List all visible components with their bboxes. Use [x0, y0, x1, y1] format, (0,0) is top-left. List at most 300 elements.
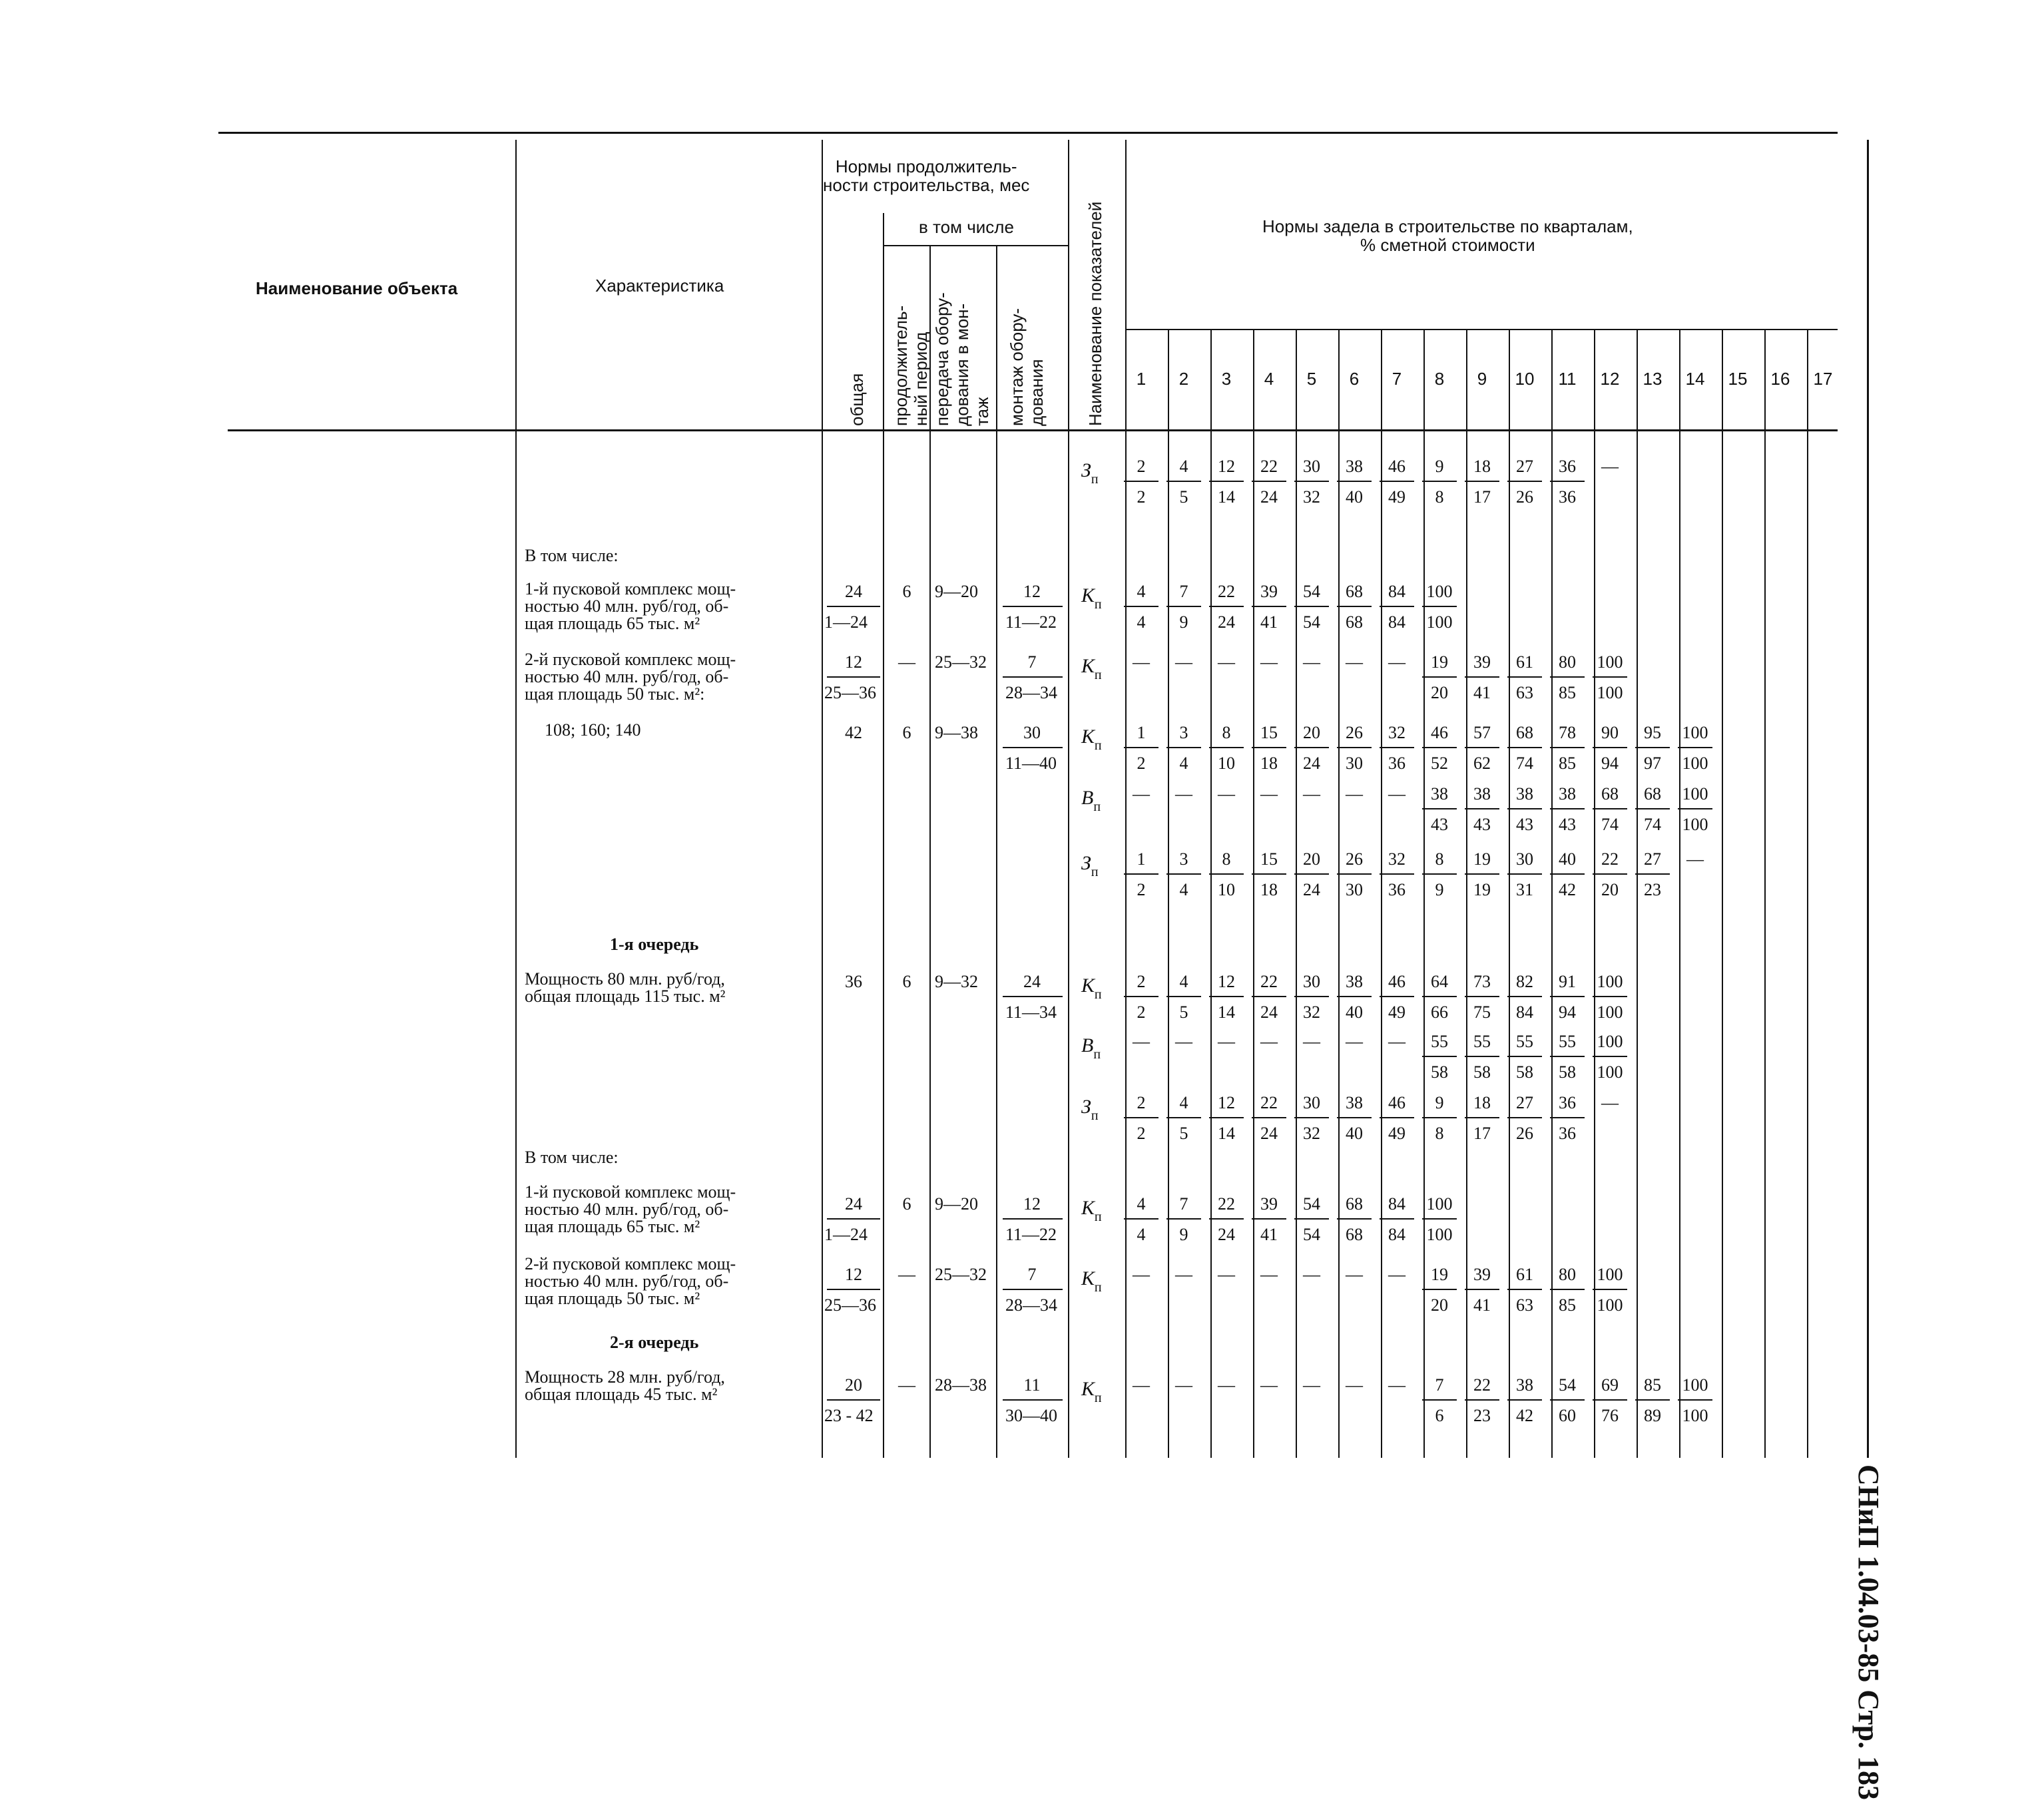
- duration-total: 12: [845, 1265, 862, 1284]
- fraction-line: [1465, 1056, 1499, 1057]
- quarter-value-top: —: [1388, 1375, 1405, 1395]
- incl-header: в том числе: [919, 217, 1014, 237]
- fraction-line: [1124, 873, 1158, 875]
- quarter-value-top: 69: [1601, 1375, 1619, 1395]
- duration-total-sub: 1—24: [824, 612, 868, 632]
- duration-prep: 6: [902, 723, 911, 742]
- fraction-line: [1422, 1117, 1457, 1118]
- quarter-value-top: 4: [1137, 582, 1146, 601]
- complex-4-line-2: ностью 40 млн. руб/год, об-: [525, 1200, 729, 1219]
- quarter-value-bottom: 66: [1431, 1003, 1448, 1022]
- quarter-value-bottom: 58: [1431, 1062, 1448, 1082]
- indicator-subscript: п: [1094, 987, 1102, 1002]
- quarter-value-top: 3: [1179, 849, 1188, 869]
- queue-2-line-2: общая площадь 45 тыс. м²: [525, 1385, 718, 1404]
- fraction-line: [1422, 606, 1457, 607]
- quarter-value-top: 12: [1218, 972, 1235, 991]
- duration-total: 24: [845, 582, 862, 601]
- duration-install-fraction: [1003, 1218, 1063, 1220]
- fraction-line: [1507, 873, 1542, 875]
- quarter-value-top: 68: [1346, 582, 1363, 601]
- indicator-symbol: $К_п$: [1081, 1267, 1102, 1295]
- duration-install-fraction: [1003, 1289, 1063, 1290]
- quarter-value-bottom: 14: [1218, 1003, 1235, 1022]
- quarter-value-top: 9: [1435, 457, 1444, 476]
- duration-sub-rule: [883, 245, 1068, 246]
- quarter-value-bottom: 43: [1559, 815, 1576, 834]
- fraction-line: [1550, 808, 1585, 809]
- quarter-value-bottom: 58: [1559, 1062, 1576, 1082]
- quarter-value-top: 7: [1179, 582, 1188, 601]
- quarter-value-bottom: 32: [1303, 1124, 1320, 1143]
- fraction-line: [1337, 606, 1372, 607]
- complex-4-line-3: щая площадь 65 тыс. м²: [525, 1217, 700, 1236]
- complex-2-line-3: щая площадь 50 тыс. м²:: [525, 684, 705, 704]
- quarter-value-top: 26: [1346, 849, 1363, 869]
- fraction-line: [1337, 1218, 1372, 1220]
- fraction-line: [1593, 747, 1627, 748]
- indicator-subscript: п: [1094, 1280, 1102, 1295]
- quarter-number: 4: [1264, 369, 1274, 389]
- quarter-value-bottom: 63: [1516, 1295, 1533, 1315]
- quarter-value-bottom: 74: [1644, 815, 1661, 834]
- fraction-line: [1380, 996, 1414, 997]
- quarter-value-top: 39: [1260, 582, 1278, 601]
- duration-install-sub: 28—34: [1005, 1295, 1057, 1315]
- fraction-line: [1550, 1117, 1585, 1118]
- fraction-line: [1550, 996, 1585, 997]
- quarter-value-top: 46: [1431, 723, 1448, 742]
- fraction-line: [1252, 873, 1286, 875]
- quarter-value-bottom: 60: [1559, 1406, 1576, 1425]
- indicator-subscript: п: [1091, 865, 1099, 879]
- quarter-value-top: 30: [1516, 849, 1533, 869]
- quarter-value-top: 100: [1597, 652, 1623, 672]
- quarter-value-top: 80: [1559, 1265, 1576, 1284]
- duration-prep: —: [898, 652, 915, 672]
- dur-total-header: общая: [847, 373, 867, 426]
- quarter-value-top: —: [1303, 1265, 1320, 1284]
- quarter-value-top: 18: [1473, 457, 1491, 476]
- quarter-value-bottom: 9: [1435, 880, 1444, 899]
- quarter-value-bottom: 58: [1473, 1062, 1491, 1082]
- quarter-value-bottom: 10: [1218, 754, 1235, 773]
- quarter-number: 5: [1306, 369, 1317, 389]
- quarter-value-bottom: 58: [1516, 1062, 1533, 1082]
- fraction-line: [1337, 1117, 1372, 1118]
- fraction-line: [1294, 606, 1329, 607]
- duration-prep: 6: [902, 1194, 911, 1214]
- duration-install: 12: [1023, 582, 1041, 601]
- quarter-value-top: —: [1175, 1032, 1192, 1051]
- fraction-line: [1124, 1117, 1158, 1118]
- quarter-value-top: 22: [1260, 972, 1278, 991]
- complex-1-line-2: ностью 40 млн. руб/год, об-: [525, 596, 729, 616]
- indicator-symbol: $З_п$: [1081, 1096, 1099, 1123]
- fraction-line: [1422, 996, 1457, 997]
- fraction-line: [1593, 1399, 1627, 1401]
- quarter-value-top: 19: [1431, 1265, 1448, 1284]
- quarter-value-bottom: 24: [1218, 612, 1235, 632]
- quarters-rule: [1127, 329, 1838, 330]
- indicator-header: Наименование показателей: [1085, 201, 1105, 426]
- quarter-value-top: 100: [1682, 1375, 1708, 1395]
- complex-1-line-1: 1-й пусковой комплекс мощ-: [525, 579, 736, 598]
- quarter-value-bottom: 54: [1303, 612, 1320, 632]
- quarter-value-bottom: 24: [1303, 754, 1320, 773]
- fraction-line: [1380, 481, 1414, 482]
- quarter-value-bottom: 43: [1473, 815, 1491, 834]
- fraction-line: [1294, 747, 1329, 748]
- indicator-symbol: $К_п$: [1081, 1378, 1102, 1405]
- quarter-value-top: 100: [1597, 972, 1623, 991]
- fraction-line: [1166, 1218, 1201, 1220]
- dur-transfer-header: передача обору- дования в мон- таж: [932, 292, 992, 426]
- quarter-value-top: 38: [1516, 784, 1533, 803]
- quarter-value-top: 100: [1682, 723, 1708, 742]
- fraction-line: [1422, 1218, 1457, 1220]
- fraction-line: [1166, 873, 1201, 875]
- quarter-value-bottom: 40: [1346, 487, 1363, 507]
- fraction-line: [1507, 676, 1542, 678]
- quarter-value-top: 20: [1303, 849, 1320, 869]
- quarter-value-top: 54: [1559, 1375, 1576, 1395]
- quarter-value-top: 55: [1431, 1032, 1448, 1051]
- fraction-line: [1465, 1289, 1499, 1290]
- fraction-line: [1337, 747, 1372, 748]
- fraction-line: [1593, 676, 1627, 678]
- quarter-value-top: 80: [1559, 652, 1576, 672]
- quarter-value-top: 2: [1137, 1093, 1146, 1112]
- fraction-line: [1550, 1399, 1585, 1401]
- quarter-value-bottom: 26: [1516, 487, 1533, 507]
- indicator-symbol: $К_п$: [1081, 655, 1102, 682]
- quarter-value-top: —: [1686, 849, 1704, 869]
- quarter-value-bottom: 76: [1601, 1406, 1619, 1425]
- quarter-value-bottom: 41: [1260, 1225, 1278, 1244]
- fraction-line: [1550, 747, 1585, 748]
- fraction-line: [1252, 747, 1286, 748]
- quarter-value-top: —: [1260, 652, 1278, 672]
- fraction-line: [1465, 747, 1499, 748]
- fraction-line: [1507, 996, 1542, 997]
- quarter-value-bottom: 63: [1516, 683, 1533, 702]
- quarter-value-top: 100: [1426, 582, 1453, 601]
- quarter-value-top: —: [1346, 652, 1363, 672]
- quarter-value-top: 91: [1559, 972, 1576, 991]
- quarter-value-bottom: 36: [1388, 754, 1405, 773]
- column-rule: [929, 245, 931, 1458]
- quarter-value-top: 54: [1303, 1194, 1320, 1214]
- quarter-value-bottom: 41: [1473, 1295, 1491, 1315]
- quarter-value-top: —: [1260, 1265, 1278, 1284]
- duration-install-sub: 30—40: [1005, 1406, 1057, 1425]
- duration-total-fraction: [827, 606, 880, 607]
- quarter-value-bottom: 42: [1559, 880, 1576, 899]
- quarter-value-top: 1: [1137, 849, 1146, 869]
- fraction-line: [1124, 1218, 1158, 1220]
- quarter-value-top: 2: [1137, 972, 1146, 991]
- indicator-subscript: п: [1094, 597, 1102, 612]
- duration-transfer: 9—20: [935, 582, 978, 601]
- indicator-subscript: п: [1093, 799, 1101, 814]
- fraction-line: [1422, 873, 1457, 875]
- quarter-value-top: —: [1218, 652, 1235, 672]
- quarter-value-top: 7: [1435, 1375, 1444, 1395]
- quarter-value-bottom: 5: [1179, 1124, 1188, 1143]
- quarter-number: 8: [1434, 369, 1445, 389]
- quarter-value-bottom: 2: [1137, 880, 1146, 899]
- duration-total: 24: [845, 1194, 862, 1214]
- duration-total: 42: [845, 723, 862, 742]
- quarter-value-bottom: 30: [1346, 754, 1363, 773]
- duration-install-fraction: [1003, 1399, 1063, 1401]
- duration-transfer: 9—32: [935, 972, 978, 991]
- fraction-line: [1507, 1399, 1542, 1401]
- fraction-line: [1380, 606, 1414, 607]
- quarter-value-top: 64: [1431, 972, 1448, 991]
- quarter-value-top: 38: [1346, 1093, 1363, 1112]
- quarter-value-top: 38: [1346, 457, 1363, 476]
- fraction-line: [1465, 873, 1499, 875]
- fraction-line: [1166, 606, 1201, 607]
- quarter-value-top: —: [1133, 1265, 1150, 1284]
- quarter-value-top: —: [1218, 1375, 1235, 1395]
- quarter-value-bottom: 36: [1388, 880, 1405, 899]
- fraction-line: [1593, 1289, 1627, 1290]
- quarter-value-top: 2: [1137, 457, 1146, 476]
- fraction-line: [1550, 1056, 1585, 1057]
- top-rule: [218, 132, 1838, 134]
- quarter-value-top: 1: [1137, 723, 1146, 742]
- header-bottom-rule: [228, 429, 1838, 431]
- quarter-value-bottom: 14: [1218, 487, 1235, 507]
- fraction-line: [1550, 873, 1585, 875]
- complex-3-values: 108; 160; 140: [545, 720, 641, 740]
- quarter-column-rule: [1679, 329, 1680, 1458]
- duration-prep: —: [898, 1375, 915, 1395]
- quarter-value-bottom: 23: [1644, 880, 1661, 899]
- quarter-value-top: 73: [1473, 972, 1491, 991]
- quarter-value-top: —: [1601, 1093, 1619, 1112]
- quarter-value-bottom: 19: [1473, 880, 1491, 899]
- quarter-value-bottom: 5: [1179, 1003, 1188, 1022]
- fraction-line: [1422, 808, 1457, 809]
- fraction-line: [1166, 481, 1201, 482]
- quarter-value-bottom: 74: [1601, 815, 1619, 834]
- quarter-number: 3: [1221, 369, 1232, 389]
- quarter-value-top: —: [1388, 652, 1405, 672]
- queue-1-title: 1-я очередь: [610, 935, 699, 954]
- fraction-line: [1294, 996, 1329, 997]
- column-rule: [1068, 140, 1069, 1458]
- fraction-line: [1593, 808, 1627, 809]
- quarter-value-bottom: 36: [1559, 1124, 1576, 1143]
- fraction-line: [1465, 996, 1499, 997]
- quarter-value-bottom: 100: [1597, 1295, 1623, 1315]
- fraction-line: [1635, 1399, 1670, 1401]
- quarter-value-top: 84: [1388, 582, 1405, 601]
- quarter-value-top: —: [1260, 1032, 1278, 1051]
- quarter-value-top: 27: [1516, 457, 1533, 476]
- fraction-line: [1124, 481, 1158, 482]
- fraction-line: [1294, 873, 1329, 875]
- fraction-line: [1124, 996, 1158, 997]
- quarter-value-top: 30: [1303, 1093, 1320, 1112]
- fraction-line: [1380, 1117, 1414, 1118]
- quarter-value-bottom: 52: [1431, 754, 1448, 773]
- duration-transfer: 25—32: [935, 652, 987, 672]
- dur-install-header: монтаж обору- дования: [1007, 308, 1047, 426]
- quarter-value-bottom: 4: [1179, 754, 1188, 773]
- quarter-value-bottom: 40: [1346, 1124, 1363, 1143]
- quarter-value-bottom: 5: [1179, 487, 1188, 507]
- quarter-number: 2: [1178, 369, 1189, 389]
- quarter-value-top: 38: [1431, 784, 1448, 803]
- quarter-value-top: 18: [1473, 1093, 1491, 1112]
- complex-5-line-2: ностью 40 млн. руб/год, об-: [525, 1271, 729, 1291]
- quarter-value-top: 22: [1473, 1375, 1491, 1395]
- fraction-line: [1507, 747, 1542, 748]
- duration-install-fraction: [1003, 747, 1063, 748]
- fraction-line: [1593, 1056, 1627, 1057]
- quarter-value-bottom: 89: [1644, 1406, 1661, 1425]
- quarter-value-bottom: 24: [1260, 1124, 1278, 1143]
- indicator-symbol: $В_п$: [1081, 1034, 1101, 1062]
- quarter-value-bottom: 54: [1303, 1225, 1320, 1244]
- quarter-value-top: 19: [1431, 652, 1448, 672]
- quarter-value-top: 57: [1473, 723, 1491, 742]
- quarter-value-top: —: [1346, 1265, 1363, 1284]
- queue-2-title: 2-я очередь: [610, 1333, 699, 1352]
- duration-total-fraction: [827, 676, 880, 678]
- quarter-value-top: 38: [1346, 972, 1363, 991]
- duration-install-sub: 11—34: [1005, 1003, 1057, 1022]
- duration-install: 24: [1023, 972, 1041, 991]
- quarter-number: 13: [1643, 369, 1662, 389]
- quarter-value-bottom: 20: [1431, 1295, 1448, 1315]
- duration-install-sub: 11—40: [1005, 754, 1057, 773]
- quarter-value-top: —: [1303, 652, 1320, 672]
- quarter-value-top: 46: [1388, 1093, 1405, 1112]
- fraction-line: [1465, 676, 1499, 678]
- quarter-value-bottom: 2: [1137, 487, 1146, 507]
- quarter-value-bottom: 6: [1435, 1406, 1444, 1425]
- duration-prep: 6: [902, 972, 911, 991]
- quarter-value-top: 39: [1260, 1194, 1278, 1214]
- incl-label-1: В том числе:: [525, 546, 619, 565]
- quarter-value-top: 27: [1516, 1093, 1533, 1112]
- fraction-line: [1337, 996, 1372, 997]
- fraction-line: [1422, 1399, 1457, 1401]
- duration-install-fraction: [1003, 606, 1063, 607]
- fraction-line: [1337, 481, 1372, 482]
- duration-transfer: 9—38: [935, 723, 978, 742]
- quarter-value-top: 38: [1516, 1375, 1533, 1395]
- quarter-value-top: 38: [1473, 784, 1491, 803]
- fraction-line: [1294, 1117, 1329, 1118]
- duration-total: 36: [845, 972, 862, 991]
- quarter-value-bottom: 32: [1303, 1003, 1320, 1022]
- fraction-line: [1507, 1117, 1542, 1118]
- quarter-value-top: 26: [1346, 723, 1363, 742]
- duration-total-sub: 1—24: [824, 1225, 868, 1244]
- quarter-value-top: 9: [1435, 1093, 1444, 1112]
- indicator-symbol: $К_п$: [1081, 726, 1102, 753]
- duration-transfer: 28—38: [935, 1375, 987, 1395]
- quarter-value-top: 39: [1473, 1265, 1491, 1284]
- column-rule: [883, 213, 884, 1458]
- col-characteristic-header: Характеристика: [595, 276, 724, 296]
- duration-install-fraction: [1003, 676, 1063, 678]
- quarter-column-rule: [1807, 329, 1808, 1458]
- indicator-symbol: $В_п$: [1081, 787, 1101, 814]
- fraction-line: [1635, 808, 1670, 809]
- quarter-value-bottom: 23: [1473, 1406, 1491, 1425]
- quarter-value-top: 3: [1179, 723, 1188, 742]
- fraction-line: [1422, 1056, 1457, 1057]
- fraction-line: [1166, 1117, 1201, 1118]
- quarter-value-bottom: 84: [1388, 1225, 1405, 1244]
- page-code: СНиП 1.04.03-85 Стр. 183: [1852, 1464, 1885, 1800]
- quarter-value-top: 100: [1597, 1265, 1623, 1284]
- quarter-value-top: —: [1133, 1375, 1150, 1395]
- duration-transfer: 9—20: [935, 1194, 978, 1214]
- quarter-value-top: —: [1346, 784, 1363, 803]
- quarter-value-top: 54: [1303, 582, 1320, 601]
- quarter-value-bottom: 43: [1431, 815, 1448, 834]
- quarter-number: 1: [1136, 369, 1147, 389]
- quarter-value-bottom: 18: [1260, 754, 1278, 773]
- quarter-value-bottom: 94: [1559, 1003, 1576, 1022]
- complex-2-line-2: ностью 40 млн. руб/год, об-: [525, 667, 729, 686]
- duration-total-sub: 23 - 42: [824, 1406, 874, 1425]
- duration-prep: 6: [902, 582, 911, 601]
- quarter-value-bottom: 18: [1260, 880, 1278, 899]
- quarter-value-bottom: 100: [1682, 815, 1708, 834]
- quarter-value-bottom: 75: [1473, 1003, 1491, 1022]
- quarter-value-top: —: [1260, 1375, 1278, 1395]
- quarter-value-bottom: 100: [1682, 754, 1708, 773]
- quarter-value-top: —: [1175, 1375, 1192, 1395]
- fraction-line: [1635, 873, 1670, 875]
- quarter-number: 15: [1728, 369, 1748, 389]
- quarter-value-top: 22: [1260, 457, 1278, 476]
- quarter-value-top: 12: [1218, 457, 1235, 476]
- quarter-value-bottom: 42: [1516, 1406, 1533, 1425]
- complex-2-line-1: 2-й пусковой комплекс мощ-: [525, 650, 736, 669]
- fraction-line: [1507, 1289, 1542, 1290]
- duration-install-sub: 28—34: [1005, 683, 1057, 702]
- indicator-subscript: п: [1094, 1391, 1102, 1405]
- fraction-line: [1294, 481, 1329, 482]
- duration-install: 7: [1027, 652, 1037, 672]
- quarter-value-top: 19: [1473, 849, 1491, 869]
- quarter-value-bottom: 49: [1388, 1003, 1405, 1022]
- quarter-value-bottom: 20: [1431, 683, 1448, 702]
- quarter-value-bottom: 4: [1179, 880, 1188, 899]
- quarter-value-top: 61: [1516, 1265, 1533, 1284]
- quarter-value-bottom: 100: [1597, 1003, 1623, 1022]
- quarter-column-rule: [1722, 329, 1723, 1458]
- quarter-value-top: —: [1133, 652, 1150, 672]
- indicator-subscript: п: [1093, 1047, 1101, 1062]
- quarter-value-top: 15: [1260, 723, 1278, 742]
- quarter-value-top: —: [1601, 457, 1619, 476]
- quarter-value-bottom: 17: [1473, 487, 1491, 507]
- duration-total: 12: [845, 652, 862, 672]
- queue-1-line-2: общая площадь 115 тыс. м²: [525, 987, 726, 1006]
